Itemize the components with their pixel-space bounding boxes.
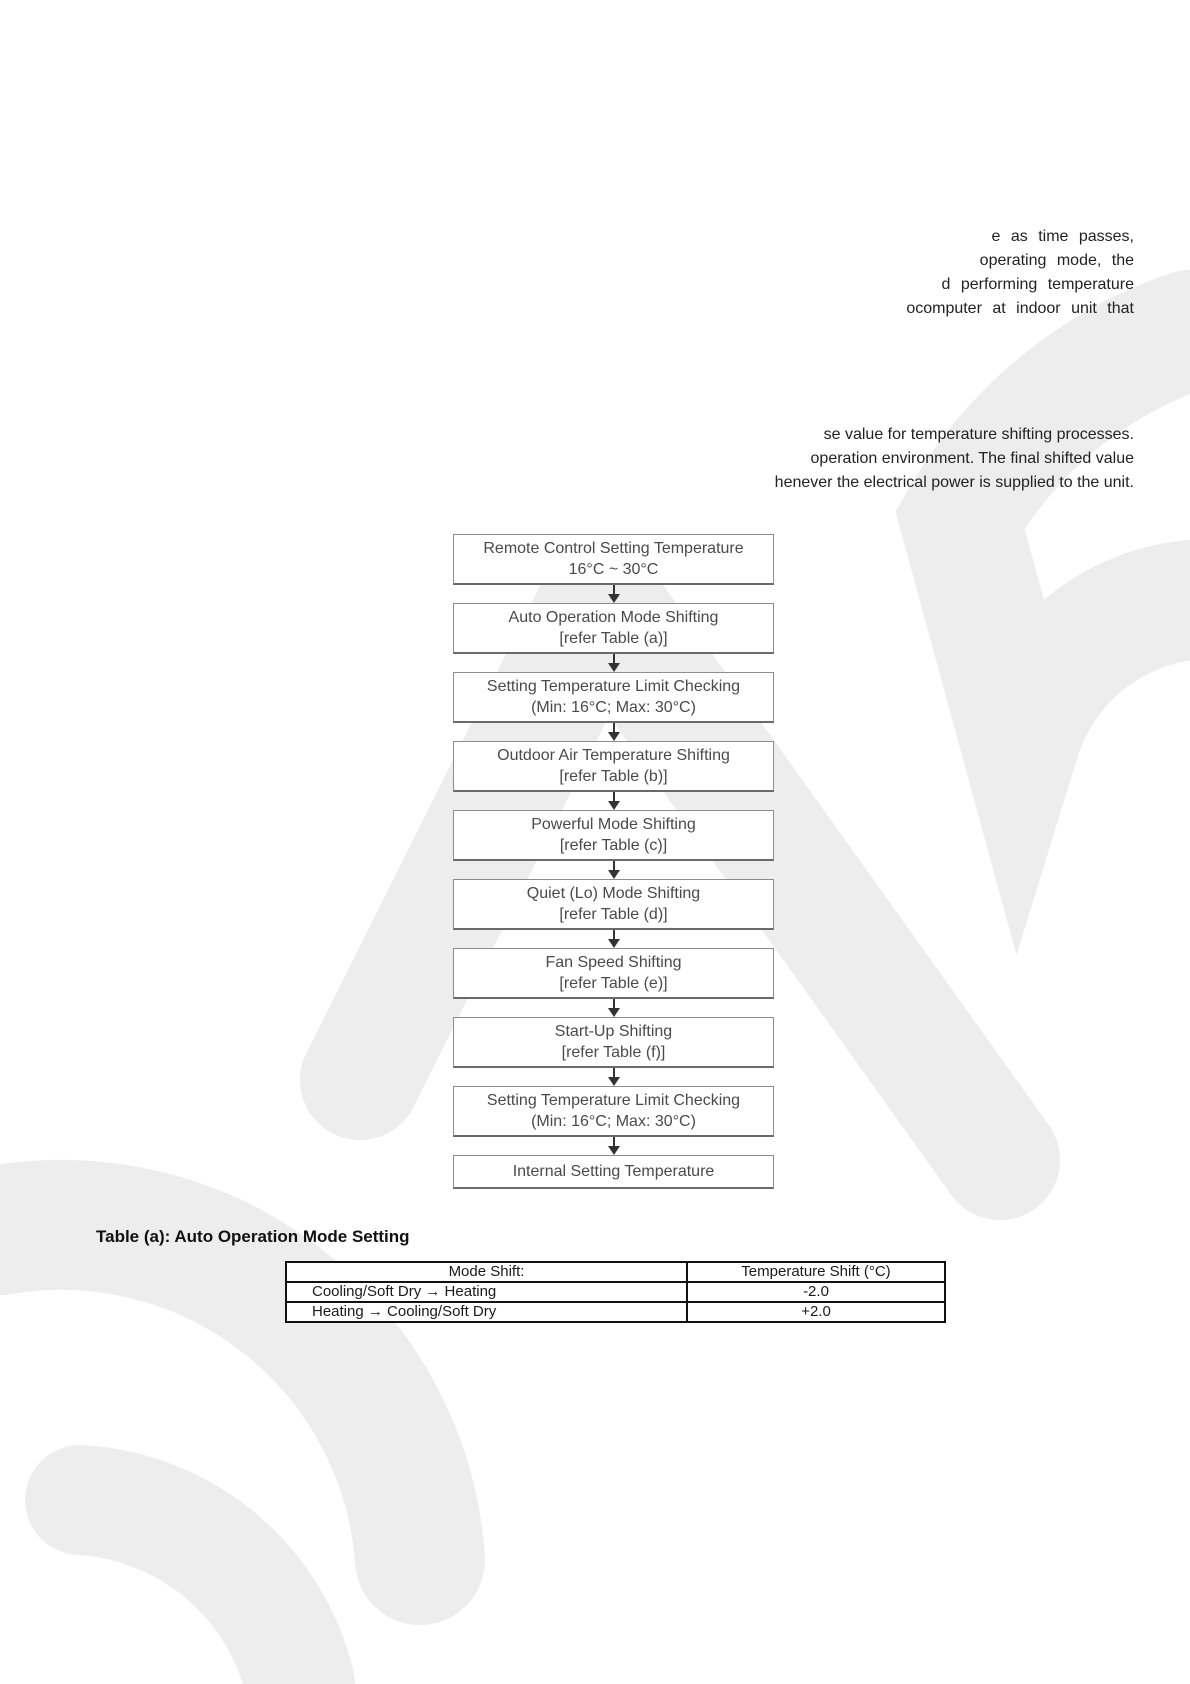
flow-step-title: Quiet (Lo) Mode Shifting [526, 885, 701, 902]
flow-step-limit-check-1 [453, 672, 774, 723]
paragraph-line: operating mode, the [979, 252, 1134, 269]
paragraph-line: operation environment. The final shifted value [810, 450, 1134, 467]
flow-step-detail: [refer Table (f)] [561, 1044, 666, 1061]
table-header-row [286, 1262, 945, 1282]
flow-step-title: Auto Operation Mode Shifting [508, 609, 719, 626]
paragraph-line: d performing temperature [941, 276, 1134, 293]
flow-step-detail: [refer Table (d)] [559, 906, 668, 923]
flow-step-startup-shift [453, 1017, 774, 1068]
column-header-mode-shift: Mode Shift: [286, 1262, 687, 1282]
flow-step-title: Setting Temperature Limit Checking [486, 1092, 741, 1109]
paragraph-line: henever the electrical power is supplied to the unit. [774, 474, 1134, 491]
flow-step-detail: [refer Table (c)] [559, 837, 668, 854]
paragraph-fragment-2 [775, 423, 1134, 495]
flow-step-outdoor-air-shift [453, 741, 774, 792]
flow-step-detail: (Min: 16°C; Max: 30°C) [531, 699, 696, 716]
flow-step-limit-check-2 [453, 1086, 774, 1137]
paragraph-line: e as time passes, [991, 228, 1134, 245]
mode-shift-cell: Cooling/Soft Dry → Heating [286, 1282, 687, 1302]
flow-step-auto-mode-shift [453, 603, 774, 654]
arrow-down-icon [607, 930, 621, 948]
arrow-down-icon [607, 792, 621, 810]
table-row [286, 1282, 945, 1302]
flow-step-title: Setting Temperature Limit Checking [486, 678, 741, 695]
arrow-down-icon [607, 723, 621, 741]
arrow-down-icon [607, 1068, 621, 1086]
table-row [286, 1302, 945, 1322]
flow-step-detail: (Min: 16°C; Max: 30°C) [531, 1113, 696, 1130]
flow-step-powerful-mode-shift [453, 810, 774, 861]
paragraph-fragment-1 [906, 225, 1134, 321]
arrow-down-icon [607, 1137, 621, 1155]
column-header-temperature-shift: Temperature Shift (°C) [687, 1262, 945, 1282]
flow-step-fan-speed-shift [453, 948, 774, 999]
temperature-shift-cell: +2.0 [687, 1302, 945, 1322]
temperature-shift-cell: -2.0 [687, 1282, 945, 1302]
flow-step-title: Start-Up Shifting [554, 1023, 673, 1040]
arrow-down-icon [607, 861, 621, 879]
arrow-down-icon [607, 585, 621, 603]
flow-step-title: Outdoor Air Temperature Shifting [497, 747, 730, 764]
paragraph-line: ocomputer at indoor unit that [906, 300, 1134, 317]
arrow-down-icon [607, 999, 621, 1017]
flow-step-title: Fan Speed Shifting [545, 954, 682, 971]
flow-step-detail: 16°C ~ 30°C [568, 561, 659, 578]
flow-step-detail: [refer Table (a)] [559, 630, 668, 647]
flow-step-quiet-mode-shift [453, 879, 774, 930]
table-title: Table (a): Auto Operation Mode Setting [96, 1227, 410, 1246]
paragraph-line: se value for temperature shifting processes. [823, 426, 1134, 443]
flow-step-internal-setting [453, 1155, 774, 1189]
flow-step-detail: [refer Table (b)] [559, 768, 668, 785]
arrow-down-icon [607, 654, 621, 672]
mode-shift-cell: Heating → Cooling/Soft Dry [286, 1302, 687, 1322]
flow-step-title: Internal Setting Temperature [512, 1163, 715, 1180]
flow-step-remote-setting [453, 534, 774, 585]
flow-step-title: Remote Control Setting Temperature [483, 540, 744, 557]
auto-mode-shift-table [285, 1261, 946, 1323]
flow-step-detail: [refer Table (e)] [559, 975, 668, 992]
flow-step-title: Powerful Mode Shifting [531, 816, 696, 833]
